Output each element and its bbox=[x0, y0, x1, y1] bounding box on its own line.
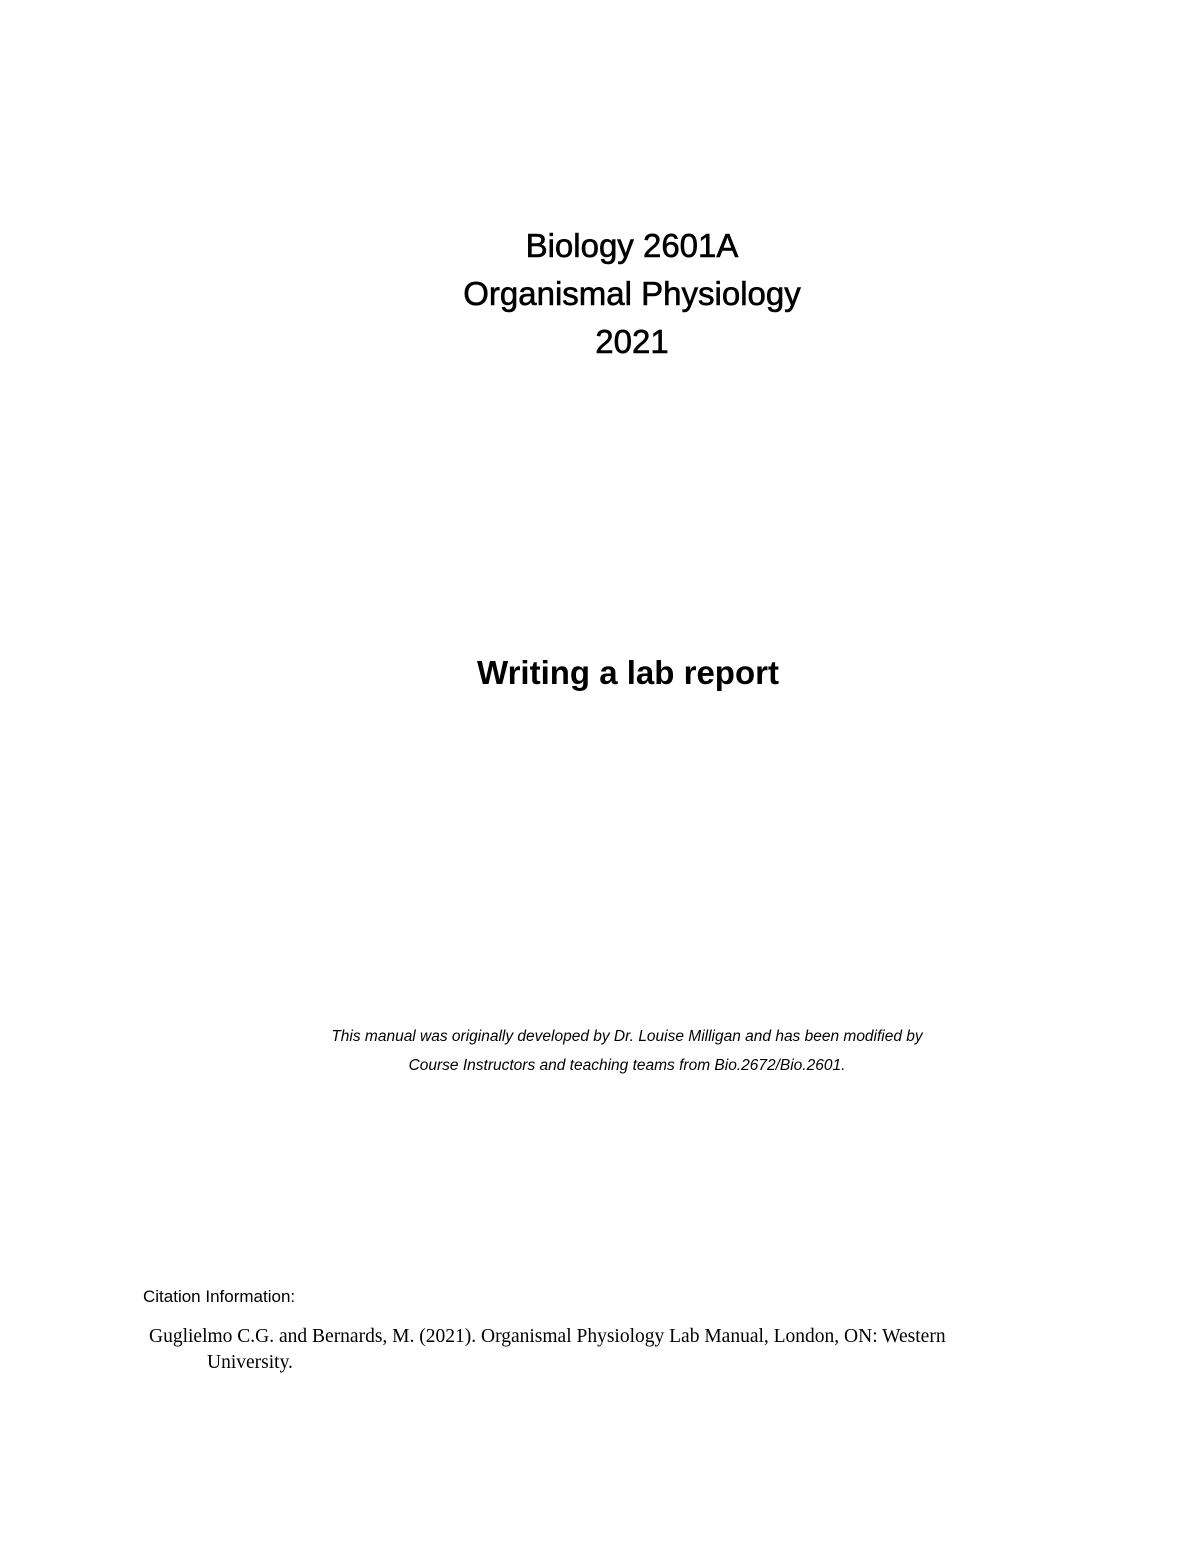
citation-text bbox=[149, 1324, 1069, 1376]
credits-line: Course Instructors and teaching teams from Bio.2672/Bio.2601. bbox=[408, 1057, 846, 1074]
document-subtitle: Writing a lab report bbox=[477, 654, 779, 691]
citation-line: Guglielmo C.G. and Bernards, M. (2021). Organismal Physiology Lab Manual, London, ON: Western bbox=[149, 1326, 946, 1347]
credits-line: This manual was originally developed by Dr. Louise Milligan and has been modified by bbox=[331, 1028, 923, 1045]
citation-line: University. bbox=[207, 1352, 293, 1373]
course-name: Organismal Physiology bbox=[463, 275, 801, 312]
course-year: 2021 bbox=[595, 323, 669, 360]
course-title bbox=[0, 222, 1200, 366]
credits-note bbox=[0, 1022, 1200, 1080]
course-code: Biology 2601A bbox=[525, 227, 739, 264]
citation-label: Citation Information: bbox=[143, 1287, 296, 1306]
